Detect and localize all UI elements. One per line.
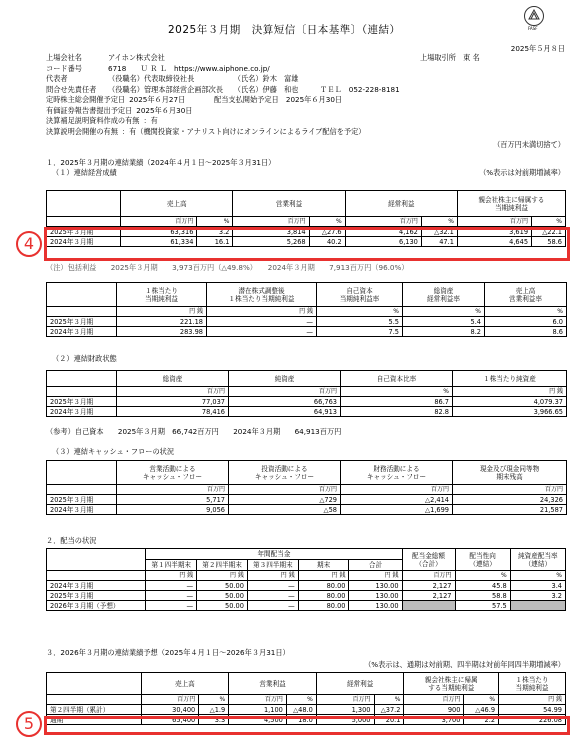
row-label: 2025年３月期 [47, 227, 121, 237]
cash-flow-table [46, 460, 567, 515]
company-info-label: 決算補足説明資料作成の有無 [46, 116, 140, 125]
row-label: 2024年３月期 [47, 505, 117, 515]
column-header: 総資産 経常利益率 [403, 283, 485, 307]
dividends-table [46, 548, 566, 611]
column-header: 自己資本比率 [341, 371, 453, 387]
unit-cell: % [455, 571, 510, 581]
value-cell: △1,699 [341, 505, 453, 515]
column-header: 第２四半期末 [197, 560, 248, 571]
unit-cell: % [341, 387, 453, 397]
value-cell: 2.2 [464, 715, 499, 725]
value-cell: 7.5 [317, 327, 403, 337]
value-cell: 20.1 [374, 715, 404, 725]
value-cell: 130.00 [349, 591, 402, 601]
per-share-ratio-table [46, 282, 567, 337]
column-header: 第３四半期末 [247, 560, 298, 571]
unit-cell: 百万円 [233, 217, 309, 227]
unit-cell: 百万円 [453, 485, 567, 495]
company-info-value: 2025年６月30日 [136, 105, 193, 115]
value-cell: 77,037 [117, 397, 229, 407]
unit-cell: 円 銭 [499, 695, 566, 705]
column-header: 親会社株主に帰属する 当期純利益 [457, 191, 565, 217]
value-cell: 4,162 [345, 227, 421, 237]
value-cell: △32.1 [421, 227, 457, 237]
value-cell: 30,400 [141, 705, 199, 715]
unit-cell: 百万円 [229, 485, 341, 495]
row-label: 2024年３月期 [47, 581, 146, 591]
column-header: 配当金総額 （合計） [402, 549, 455, 571]
unit-cell: 百万円 [229, 695, 287, 705]
value-cell: 3,700 [404, 715, 464, 725]
highlight-box-forecast [44, 716, 570, 735]
value-cell: 3,814 [233, 227, 309, 237]
value-cell: 3,966.65 [453, 407, 567, 417]
company-info-label: 決算説明会開催の有無 [46, 126, 118, 136]
value-cell: 5.5 [317, 317, 403, 327]
value-cell: △58 [229, 505, 341, 515]
value-cell: — [207, 317, 317, 327]
column-header: 自己資本 当期純利益率 [317, 283, 403, 307]
company-info-row [46, 127, 566, 138]
value-cell: 5.4 [403, 317, 485, 327]
page-title: 2025年３月期 決算短信〔日本基準〕（連結） [168, 24, 401, 36]
value-cell: 2,127 [402, 581, 455, 591]
value-cell: 226.08 [499, 715, 566, 725]
column-header: 純資産配当率 （連結） [510, 549, 565, 571]
value-cell: — [146, 601, 197, 611]
value-cell: 283.98 [117, 327, 207, 337]
section1-heading: １．2025年３月期の連結業績（2024年４月１日～2025年３月31日） [46, 158, 276, 167]
company-info-label: 代表者 [46, 74, 68, 83]
value-cell: 50.00 [197, 581, 248, 591]
row-label: 2025年３月期 [47, 317, 117, 327]
value-cell: 221.18 [117, 317, 207, 327]
column-header: 潜在株式調整後 １株当たり当期純利益 [207, 283, 317, 307]
value-cell: 5,268 [233, 237, 309, 247]
value-cell: 50.00 [197, 591, 248, 601]
column-header: 投資活動による キャッシュ・フロー [229, 461, 341, 485]
value-cell: 54.99 [499, 705, 566, 715]
value-cell: 1,300 [316, 705, 374, 715]
unit-cell: 百万円 [121, 217, 197, 227]
unit-cell: 円 銭 [247, 571, 298, 581]
unit-cell: 百万円 [141, 695, 199, 705]
group-header: 年間配当金 [146, 549, 402, 560]
value-cell: 8.6 [485, 327, 567, 337]
row-label: 2025年３月期 [47, 495, 117, 505]
section5-heading: ３．2026年３月期の連結業績予想（2025年４月１日～2026年３月31日） [46, 648, 290, 657]
company-info-value: 2025年６月27日 配当支払開始予定日 2025年６月30日 [129, 95, 343, 104]
unit-cell: 百万円 [341, 485, 453, 495]
report-date: 2025年５月８日 [510, 44, 565, 53]
value-cell: 130.00 [349, 581, 402, 591]
value-cell: 3.3 [199, 715, 229, 725]
unit-cell: 百万円 [117, 387, 229, 397]
value-cell: 5,717 [117, 495, 229, 505]
value-cell: 4,500 [229, 715, 287, 725]
section1-note: （%表示は対前期増減率） [479, 168, 565, 177]
column-header: 売上高 [121, 191, 233, 217]
value-cell: 21,587 [453, 505, 567, 515]
company-info-row [46, 106, 566, 117]
unit-cell: % [374, 695, 404, 705]
company-info [46, 53, 566, 137]
value-cell: — [247, 591, 298, 601]
value-cell: 16.1 [197, 237, 233, 247]
value-cell: △48.0 [286, 705, 316, 715]
column-header: 営業利益 [233, 191, 345, 217]
value-cell [510, 601, 565, 611]
value-cell: △22.1 [532, 227, 566, 237]
value-cell: — [207, 327, 317, 337]
value-cell: 64,913 [229, 407, 341, 417]
value-cell: 6,130 [345, 237, 421, 247]
unit-cell: 円 銭 [298, 571, 349, 581]
value-cell: 66,763 [229, 397, 341, 407]
column-header: 合計 [349, 560, 402, 571]
marker-5: 5 [16, 711, 42, 737]
column-header: 経常利益 [345, 191, 457, 217]
column-header: 期末 [298, 560, 349, 571]
column-header: 経常利益 [316, 673, 404, 695]
row-label: 2024年３月期 [47, 407, 117, 417]
column-header: 売上高 [141, 673, 229, 695]
value-cell: 130.00 [349, 601, 402, 611]
value-cell: — [247, 581, 298, 591]
marker-4: 4 [16, 231, 42, 257]
value-cell: 3,619 [457, 227, 531, 237]
column-header: １株当たり 当期純利益 [499, 673, 566, 695]
company-info-label: 有価証券報告書提出予定日 [46, 105, 133, 115]
unit-cell: % [197, 217, 233, 227]
value-cell: 3.2 [510, 591, 565, 601]
value-cell: 57.5 [455, 601, 510, 611]
company-info-row [46, 85, 566, 96]
value-cell: △1.9 [199, 705, 229, 715]
value-cell: — [247, 601, 298, 611]
value-cell: 78,416 [117, 407, 229, 417]
column-header: 営業利益 [229, 673, 317, 695]
value-cell: — [146, 591, 197, 601]
logo-text: FASF [528, 26, 538, 31]
company-info-label: 問合せ先責任者 [46, 84, 97, 94]
company-info-label: コード番号 [46, 63, 82, 73]
value-cell: 80.00 [298, 581, 349, 591]
value-cell: 2,127 [402, 591, 455, 601]
unit-cell: 円 銭 [207, 307, 317, 317]
column-header: １株当たり純資産 [453, 371, 567, 387]
fasf-logo [524, 6, 544, 26]
unit-cell: % [317, 307, 403, 317]
company-info-label: 定時株主総会開催予定日 [46, 95, 126, 104]
value-cell: 58.8 [455, 591, 510, 601]
unit-cell: 円 銭 [453, 387, 567, 397]
section2-subheading: （２）連結財政状態 [52, 354, 117, 363]
value-cell: 3.2 [197, 227, 233, 237]
column-header: 配当性向 （連結） [455, 549, 510, 571]
company-info-exchange: 上場取引所 東 名 [420, 53, 480, 62]
unit-cell: 百万円 [402, 571, 455, 581]
company-info-row [46, 64, 566, 75]
value-cell: 80.00 [298, 591, 349, 601]
equity-reference-note: （参考）自己資本 2025年３月期 66,742百万円 2024年３月期 64,913百万円 [46, 427, 342, 436]
value-cell: 8.2 [403, 327, 485, 337]
unit-cell: % [464, 695, 499, 705]
value-cell: 65,400 [141, 715, 199, 725]
row-label: 2026年３月期（予想） [47, 601, 146, 611]
unit-cell: % [421, 217, 457, 227]
value-cell: 4,645 [457, 237, 531, 247]
row-label: 2024年３月期 [47, 237, 121, 247]
value-cell: 4,079.37 [453, 397, 567, 407]
rounding-note: （百万円未満切捨て） [493, 140, 565, 149]
column-header: 財務活動による キャッシュ・フロー [341, 461, 453, 485]
column-header: 営業活動による キャッシュ・フロー [117, 461, 229, 485]
unit-cell: 円 銭 [349, 571, 402, 581]
section1-subheading: （１）連結経営成績 [52, 168, 117, 177]
column-header: 現金及び現金同等物 期末残高 [453, 461, 567, 485]
value-cell: 9,056 [117, 505, 229, 515]
row-label: 2025年３月期 [47, 397, 117, 407]
value-cell: 900 [404, 705, 464, 715]
column-header: １株当たり 当期純利益 [117, 283, 207, 307]
unit-cell: % [309, 217, 345, 227]
row-label: 通期 [47, 715, 142, 725]
unit-cell: 百万円 [457, 217, 531, 227]
column-header: 純資産 [229, 371, 341, 387]
value-cell: △37.2 [374, 705, 404, 715]
unit-cell: 百万円 [345, 217, 421, 227]
column-header: 総資産 [117, 371, 229, 387]
unit-cell: 円 銭 [197, 571, 248, 581]
unit-cell: % [286, 695, 316, 705]
unit-cell: % [510, 571, 565, 581]
unit-cell: 百万円 [117, 485, 229, 495]
row-label: 2024年３月期 [47, 327, 117, 337]
value-cell: 40.2 [309, 237, 345, 247]
company-info-row [46, 53, 566, 64]
section5-note: （%表示は、通期は対前期、四半期は対前年同四半期増減率） [364, 660, 565, 669]
unit-cell: 百万円 [316, 695, 374, 705]
unit-cell: 百万円 [404, 695, 464, 705]
value-cell: — [146, 581, 197, 591]
unit-cell: 円 銭 [146, 571, 197, 581]
value-cell: 58.6 [532, 237, 566, 247]
unit-cell: 円 銭 [117, 307, 207, 317]
value-cell: 18.0 [286, 715, 316, 725]
value-cell: 86.7 [341, 397, 453, 407]
value-cell: 1,100 [229, 705, 287, 715]
value-cell: 3.4 [510, 581, 565, 591]
section4-heading: ２．配当の状況 [46, 536, 97, 545]
unit-cell: % [403, 307, 485, 317]
column-header: 売上高 営業利益率 [485, 283, 567, 307]
unit-cell: % [532, 217, 566, 227]
company-info-value: ：有（機関投資家・アナリスト向けにオンラインによるライブ配信を予定） [121, 126, 366, 136]
company-info-value: ：有 [143, 116, 158, 125]
company-info-value: （役職名）管理本部経営企画部次長 （氏名）伊藤 和也 ＴＥＬ 052-228-8181 [108, 84, 400, 94]
value-cell: 24,326 [453, 495, 567, 505]
section3-subheading: （３）連結キャッシュ・フローの状況 [52, 447, 175, 456]
value-cell: △46.9 [464, 705, 499, 715]
value-cell: 6.0 [485, 317, 567, 327]
unit-cell: % [199, 695, 229, 705]
value-cell: 63,316 [121, 227, 197, 237]
company-info-value: アイホン株式会社 [108, 53, 165, 62]
value-cell: △27.6 [309, 227, 345, 237]
value-cell: 61,334 [121, 237, 197, 247]
unit-cell: 百万円 [229, 387, 341, 397]
value-cell [402, 601, 455, 611]
company-info-value: 6718 Ｕ Ｒ Ｌ https://www.aiphone.co.jp/ [108, 63, 270, 73]
comprehensive-income-note: （注）包括利益 2025年３月期 3,973百万円（△49.8%） 2024年３月期 7,913百万円（96.0%） [46, 263, 409, 272]
company-info-row [46, 116, 566, 127]
value-cell: △729 [229, 495, 341, 505]
row-label: 第２四半期（累計） [47, 705, 142, 715]
company-info-row [46, 74, 566, 85]
row-label: 2025年３月期 [47, 591, 146, 601]
value-cell: 47.1 [421, 237, 457, 247]
column-header: 親会社株主に帰属 する当期純利益 [404, 673, 499, 695]
value-cell: 80.00 [298, 601, 349, 611]
value-cell: 45.8 [455, 581, 510, 591]
value-cell: 5,000 [316, 715, 374, 725]
value-cell: 82.8 [341, 407, 453, 417]
column-header: 第１四半期末 [146, 560, 197, 571]
company-info-label: 上場会社名 [46, 53, 82, 62]
company-info-row [46, 95, 566, 106]
company-info-value: （役職名）代表取締役社長 （氏名）鈴木 富雄 [108, 74, 299, 83]
value-cell: 50.00 [197, 601, 248, 611]
value-cell: △2,414 [341, 495, 453, 505]
financial-position-table [46, 370, 567, 417]
highlight-box-results [44, 227, 570, 261]
unit-cell: % [485, 307, 567, 317]
